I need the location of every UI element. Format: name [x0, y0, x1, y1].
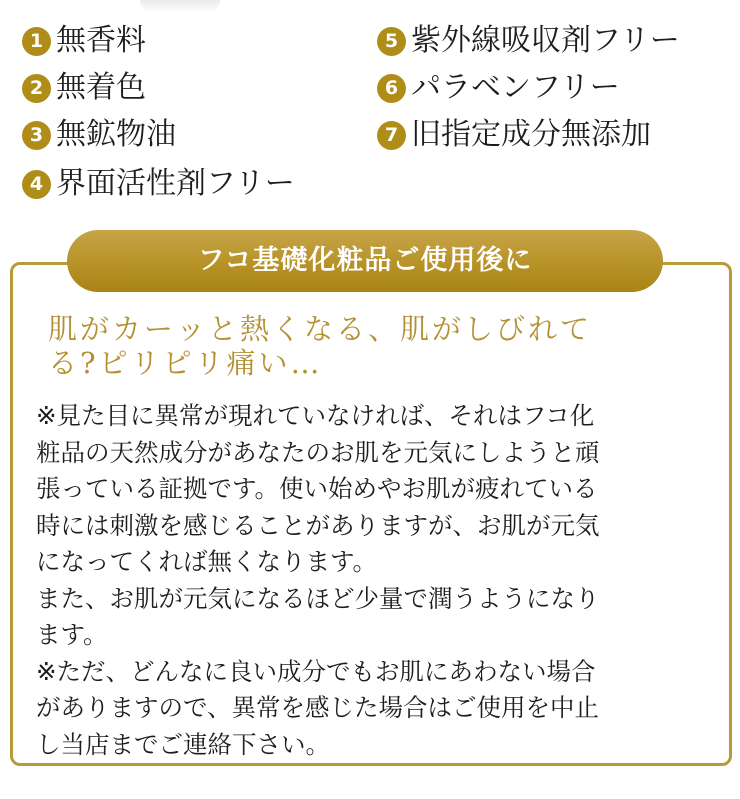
feature-label: 無着色 — [56, 70, 146, 105]
body-line: 粧品の天然成分があなたのお肌を元気にしようと頑 — [36, 437, 600, 467]
feature-item-1 — [22, 21, 146, 61]
body-line: ※ただ、どんなに良い成分でもお肌にあわない場合 — [36, 656, 596, 686]
notice-banner-title: フコ基礎化粧品ご使用後に — [67, 230, 663, 292]
feature-label: 無鉱物油 — [56, 117, 176, 152]
feature-item-7 — [377, 115, 651, 155]
body-line: になってくれば無くなります。 — [36, 547, 378, 576]
number-badge-2: 2 — [22, 74, 51, 103]
feature-label: 旧指定成分無添加 — [411, 117, 651, 152]
feature-label: パラベンフリー — [411, 70, 620, 105]
body-line: 張っている証拠です。使い始めやお肌が疲れている — [36, 474, 598, 503]
notice-body — [36, 398, 706, 763]
feature-label: 紫外線吸収剤フリー — [411, 23, 680, 58]
number-badge-6: 6 — [377, 74, 406, 103]
feature-label: 無香料 — [56, 23, 146, 58]
body-line: ます。 — [36, 620, 108, 649]
number-badge-5: 5 — [377, 27, 406, 56]
feature-label: 界面活性剤フリー — [56, 166, 295, 201]
feature-list — [0, 0, 740, 220]
body-line: がありますので、異常を感じた場合はご使用を中止 — [36, 693, 600, 722]
feature-item-3 — [22, 115, 176, 155]
body-line: ※見た目に異常が現れていなければ、それはフコ化 — [36, 401, 595, 430]
number-badge-4: 4 — [22, 170, 51, 199]
feature-item-5 — [377, 21, 680, 61]
body-line: また、お肌が元気になるほど少量で潤うようになり — [36, 583, 600, 613]
notice-subtitle — [48, 312, 688, 380]
feature-item-6 — [377, 68, 620, 108]
body-line: 時には刺激を感じることがありますが、お肌が元気 — [36, 510, 600, 540]
number-badge-1: 1 — [22, 27, 51, 56]
subtitle-line-1: 肌がカーッと熱くなる、肌がしびれて — [48, 312, 593, 346]
number-badge-3: 3 — [22, 121, 51, 150]
subtitle-line-2: る?ピリピリ痛い… — [48, 346, 323, 380]
feature-item-2 — [22, 68, 146, 108]
feature-item-4 — [22, 164, 295, 204]
body-line: し当店までご連絡下さい。 — [36, 729, 330, 759]
number-badge-7: 7 — [377, 121, 406, 150]
